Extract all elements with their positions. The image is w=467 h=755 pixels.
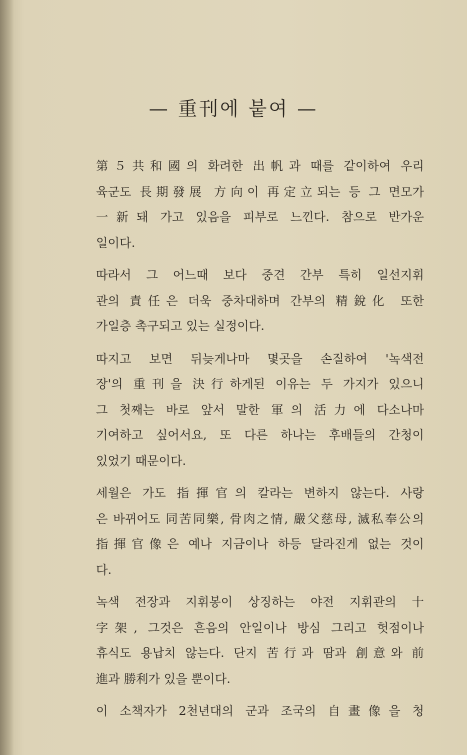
text-line: 가일층 촉구되고 있는 실정이다. [96, 319, 265, 333]
paragraph-5 [96, 590, 424, 692]
text-line: 장'의 重刊을 決行하게된 이유는 두 가지가 있으니 [96, 377, 424, 391]
text-line: 관의 責任은 더욱 중차대하며 간부의 精銳化 또한 [96, 293, 424, 308]
text-line: 字架, 그것은 흔음의 안일이나 방심 그리고 헛점이나 [96, 620, 424, 635]
paragraph-3 [96, 347, 424, 475]
text-line: 그 첫째는 바로 앞서 말한 軍의 活力에 다소나마 [96, 402, 424, 417]
paragraph-6 [96, 699, 424, 725]
text-line: 세월은 가도 指揮官의 칼라는 변하지 않는다. 사랑 [96, 486, 424, 500]
paragraph-4 [96, 481, 424, 583]
text-line: 指揮官像은 예나 지금이나 하등 달라진게 없는 것이 [96, 537, 424, 551]
text-line: 따지고 보면 뒤늦게나마 몇곳을 손질하여 '녹색전 [96, 351, 424, 366]
text-line: 육군도 長期發展 方向이 再定立되는 등 그 면모가 [96, 184, 424, 199]
text-line: 일이다. [96, 235, 136, 250]
paragraph-2 [96, 263, 424, 340]
text-line: 다. [96, 562, 112, 577]
body-text [96, 154, 424, 732]
text-line: 기여하고 싶어서요, 또 다른 하나는 후배들의 간청이 [96, 428, 424, 442]
page-title: — 重刊에 붙여 — [148, 98, 319, 120]
text-line: 進과 勝利가 있을 뿐이다. [96, 671, 231, 686]
text-line: 第５共和國의 화려한 出帆과 때를 같이하여 우리 [96, 159, 424, 173]
text-line: 은 바뀌어도 同苦同樂, 骨肉之情, 嚴父慈母, 滅私奉公의 [96, 511, 424, 526]
text-line: 녹색 전장과 지휘봉이 상징하는 야전 지휘관의 十 [96, 595, 424, 609]
text-line: 있었기 때문이다. [96, 453, 187, 468]
text-line: 이 소책자가 2천년대의 군과 조국의 自畫像을 청 [96, 704, 424, 718]
text-line: 一新돼 가고 있음을 피부로 느낀다. 참으로 반가운 [96, 210, 424, 224]
text-line: 따라서 그 어느때 보다 중견 간부 특히 일선지휘 [96, 268, 424, 282]
text-line: 휴식도 용납치 않는다. 단지 苦行과 땀과 創意와 前 [96, 646, 424, 660]
paragraph-1 [96, 154, 424, 256]
